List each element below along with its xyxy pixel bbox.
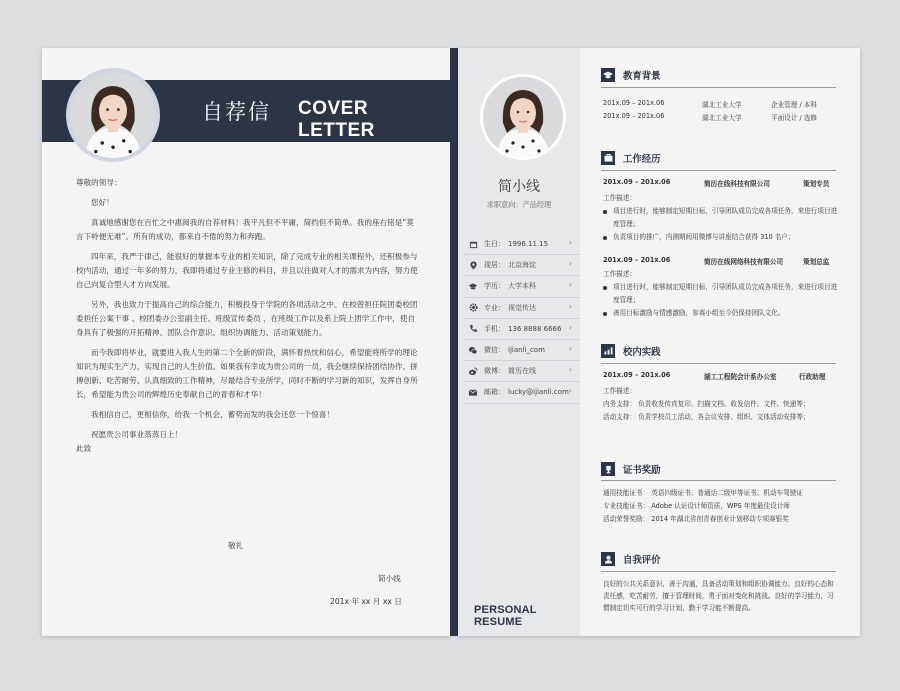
- award-label: 通用技能证书：: [603, 489, 650, 497]
- letter-paragraph: 真诚地感谢您在百忙之中惠阅我的自荐材料！我平凡但不平庸，简约但不简单。我的座右铭是“莫言下岭便无难”。所有的成功，都来自不倦的努力和奔跑。: [76, 218, 414, 241]
- info-label: 微信：: [484, 346, 505, 355]
- chevron-right-icon: ›: [568, 301, 572, 311]
- graduation-cap-icon: [601, 68, 615, 82]
- section-divider: [601, 170, 836, 171]
- profile-sidebar: [458, 48, 580, 636]
- edu-school: 湖北工业大学: [702, 101, 742, 109]
- trophy-icon: [601, 462, 615, 476]
- campus-desc-label: 工作描述：: [603, 387, 636, 395]
- chevron-right-icon: ›: [568, 343, 572, 353]
- portrait-photo: [483, 77, 563, 157]
- letter-paragraph: 祝愿贵公司事业蒸蒸日上！: [91, 430, 183, 439]
- chevron-right-icon: ›: [568, 280, 572, 290]
- self-evaluation: [603, 578, 838, 614]
- chevron-right-icon: ›: [568, 365, 572, 375]
- candidate-name: 简小线: [498, 179, 540, 195]
- graduation-cap-icon: [466, 279, 480, 293]
- job-bullet: 项目进行时，能够制定短期目标，引导团队成员完成各项任务，来进行项目进度管理；: [603, 281, 838, 307]
- person-icon: [601, 552, 615, 566]
- cover-title-cn: 自荐信: [202, 100, 271, 124]
- section-header-campus: [601, 344, 661, 358]
- letter-signature: 简小线: [378, 574, 401, 583]
- section-header-awards: [601, 462, 661, 476]
- info-row-residence: [464, 255, 580, 276]
- job-bullet: 善用目标激励与情感激励，参赛小组至今仍保持团队文化。: [603, 307, 838, 320]
- info-label: 专业：: [484, 303, 505, 312]
- job-description: [603, 268, 838, 320]
- gear-icon: [466, 301, 480, 315]
- campus-description: [603, 385, 838, 424]
- info-label: 微博：: [484, 367, 505, 376]
- info-row-email: [464, 382, 580, 403]
- self-evaluation-text: 良好的公共关系意识，善于沟通，具备活动策划和组织协调能力。良好的心态和责任感，吃苦耐劳，擅于管理时间，勇于面对变化和挑战。良好的学习能力，习惯制定切实可行的学习计划，勤于学习能不断提高。: [603, 580, 834, 612]
- edu-major: 企业管理 / 本科: [771, 101, 817, 109]
- letter-paragraph: 四年来，我严于律己，能很好的掌握本专业的相关知识，除了完成专业的相关课程外，还积极参与校内活动，通过一年多的努力，我即将通过专业主修的科目，并且以往做对人才的需求为内容，努力使自己向复合型人才方向发展。: [76, 252, 418, 289]
- section-divider: [601, 87, 836, 88]
- location-icon: [466, 258, 480, 272]
- letter-date: 201x 年 xx 月 xx 日: [330, 597, 402, 606]
- section-divider: [601, 480, 836, 481]
- section-divider: [601, 363, 836, 364]
- info-label: 邮箱：: [484, 388, 505, 397]
- job-date: 201x.09 – 201x.06: [603, 256, 671, 264]
- info-label: 现居：: [484, 261, 505, 270]
- letter-paragraph: 尊敬的领导：: [76, 178, 122, 187]
- job-date: 201x.09 – 201x.06: [603, 178, 671, 186]
- section-header-work: [601, 151, 661, 165]
- letter-paragraph: 另外，我也致力于提高自己的综合能力，积极投身于学院的各项活动之中。在校曾担任院团委校团委担任公案干事 、校团委办公室副主任、班级宣传委员 ，在班级工作以及系上院上团学工作中，使自身具有了极强的开拓精神、团队合作意识、组织协调能力、活动策划能力。: [76, 300, 418, 337]
- campus-org: 湖工工程院会计系办公室: [704, 373, 777, 381]
- award-value: 英语四级证书、普通话二级甲等证书、机动车驾驶证: [651, 489, 803, 497]
- letter-paragraph: 我相信自己，更相信你，给我一个机会，蓄势而发的我会还您一个惊喜！: [91, 410, 334, 419]
- letter-closing: 敬礼: [228, 541, 244, 550]
- award-label: 活动荣誉奖励：: [603, 515, 650, 523]
- section-header-self: [601, 552, 661, 566]
- wechat-icon: [466, 343, 480, 357]
- chart-icon: [601, 344, 615, 358]
- section-title: 证书奖励: [623, 465, 661, 476]
- edu-major: 平面设计 / 选修: [771, 114, 817, 122]
- chevron-right-icon: ›: [568, 259, 572, 269]
- edu-date: 201x.09 – 201x.06: [603, 99, 665, 107]
- job-bullet: 项目进行时，能够制定短期目标，引导团队成员完成各项任务，来进行项目进度管理；: [603, 205, 838, 231]
- section-divider: [601, 571, 836, 572]
- section-title: 教育背景: [623, 71, 661, 82]
- edu-school: 湖北工业大学: [702, 114, 742, 122]
- job-role: 策划专员: [803, 180, 830, 188]
- edu-date: 201x.09 – 201x.06: [603, 112, 665, 120]
- award-row: [603, 487, 838, 500]
- award-row: [603, 513, 838, 526]
- info-value: lucky@ijianli.com: [508, 388, 569, 397]
- info-value: 视觉传达: [508, 303, 536, 312]
- award-value: Adobe 认证设计师资质，WPS 年度最佳设计师: [651, 502, 790, 510]
- chevron-right-icon: ›: [568, 322, 572, 332]
- info-value: 1996.11.15: [508, 240, 549, 249]
- info-value: 大学本科: [508, 282, 536, 291]
- resume-page: [458, 48, 860, 636]
- award-label: 专业技能证书：: [603, 502, 650, 510]
- info-value: 简历在线: [508, 367, 536, 376]
- info-list: [464, 234, 580, 404]
- cover-letter-page: [42, 48, 450, 636]
- campus-role: 行政助理: [799, 373, 826, 381]
- letter-body: [76, 176, 421, 462]
- job-company: 简历在线网络科技有限公司: [704, 258, 784, 266]
- job-desc-label: 工作描述：: [603, 270, 636, 278]
- letter-paragraph: 此致: [76, 444, 92, 453]
- personal-resume-label: PERSONAL RESUME: [474, 604, 537, 628]
- job-description: [603, 192, 838, 244]
- info-row-major: [464, 298, 580, 319]
- briefcase-icon: [601, 151, 615, 165]
- info-value: 北京海淀: [508, 261, 536, 270]
- info-value: ijianli_com: [508, 346, 545, 355]
- campus-line: 内务支持： 负责收发传真复印、扫描文档、收发信件、文件、快递等；: [603, 400, 810, 408]
- letter-paragraph: 您好！: [91, 198, 114, 207]
- email-icon: [466, 385, 480, 399]
- award-row: [603, 500, 838, 513]
- job-intention: 求职意向：产品经理: [486, 200, 552, 209]
- info-value: 136 8888 6666: [508, 324, 562, 333]
- portrait-photo: [70, 72, 156, 158]
- letter-paragraph: 而今我即将毕业，就要进入我人生的第二个全新的阶段，满怀着热忱和信心，希望能将所学的理论知识为现实生产力，实现自己的人生价值。如果我有幸成为贵公司的一员，我会继续保持团结协作、拼搏创新、吃苦耐劳、认真细致的工作精神，尽最结合专业所学，同时不断的学习新的知识，发挥自身所长，希望能为贵公司的辉煌历史奉献自己的青春和才华！: [76, 348, 418, 399]
- calendar-icon: [466, 237, 480, 251]
- cover-title-en: COVER LETTER: [298, 98, 375, 141]
- avatar: [66, 68, 160, 162]
- avatar: [480, 74, 566, 160]
- phone-icon: [466, 322, 480, 336]
- job-company: 简历在线科技有限公司: [704, 180, 770, 188]
- section-header-education: [601, 68, 661, 82]
- info-label: 学历：: [484, 282, 505, 291]
- info-row-phone: [464, 319, 580, 340]
- info-row-wechat: [464, 340, 580, 361]
- job-bullet: 负责项目的推广，内测期间用微博与讲座结合获得 310 名户；: [603, 231, 838, 244]
- awards-list: [603, 487, 838, 526]
- chevron-right-icon: ›: [568, 238, 572, 247]
- info-row-weibo: [464, 361, 580, 382]
- info-label: 生日：: [484, 240, 505, 249]
- job-desc-label: 工作描述：: [603, 194, 636, 202]
- campus-date: 201x.09 – 201x.06: [603, 371, 671, 379]
- weibo-icon: [466, 364, 480, 378]
- info-row-birthday: [464, 234, 580, 255]
- section-title: 工作经历: [623, 154, 661, 165]
- section-title: 自我评价: [623, 555, 661, 566]
- info-row-education: [464, 276, 580, 297]
- campus-line: 活动支持： 负责学校员工活动，各会议安排、组织、文体活动安排等；: [603, 413, 810, 421]
- chevron-right-icon: ›: [568, 386, 572, 396]
- job-role: 策划总监: [803, 258, 830, 266]
- award-value: 2014 年湖北省创青春创业计划移动专项赛银奖: [651, 515, 789, 523]
- info-label: 手机：: [484, 324, 505, 333]
- section-title: 校内实践: [623, 347, 661, 358]
